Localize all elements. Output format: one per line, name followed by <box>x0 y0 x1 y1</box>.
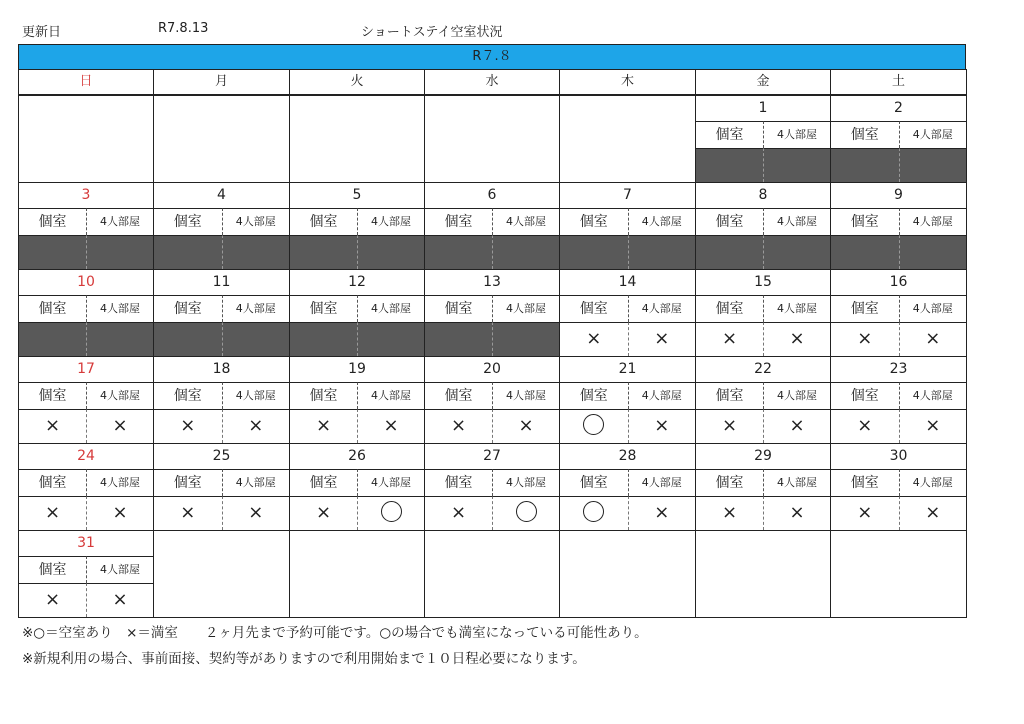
room-label-quad: 4人部屋 <box>86 469 153 496</box>
room-label-single: 個室 <box>425 295 492 322</box>
single-unavailable-block <box>19 322 86 356</box>
single-full-mark: × <box>831 409 899 443</box>
quad-available-mark <box>357 496 424 530</box>
single-unavailable-block <box>831 235 899 269</box>
room-label-quad: 4人部屋 <box>763 469 830 496</box>
quad-full-mark: × <box>628 409 696 443</box>
quad-full-mark: × <box>492 409 559 443</box>
empty-cell <box>289 530 425 618</box>
quad-full-mark: × <box>86 496 153 530</box>
quad-unavailable-block <box>222 235 290 269</box>
day-cell <box>695 443 831 531</box>
room-label-quad: 4人部屋 <box>628 469 696 496</box>
quad-full-mark: × <box>763 322 830 356</box>
single-unavailable-block <box>154 235 222 269</box>
single-full-mark: × <box>290 409 357 443</box>
month-header: R７.８ <box>18 44 966 70</box>
quad-full-mark: × <box>899 322 967 356</box>
single-unavailable-block <box>154 322 222 356</box>
availability-calendar <box>18 44 966 617</box>
empty-cell <box>424 530 560 618</box>
room-label-single: 個室 <box>696 295 763 322</box>
single-unavailable-block <box>560 235 628 269</box>
room-label-quad: 4人部屋 <box>357 295 424 322</box>
quad-unavailable-block <box>628 235 696 269</box>
day-cell <box>289 356 425 444</box>
room-label-quad: 4人部屋 <box>763 382 830 409</box>
empty-cell <box>695 530 831 618</box>
room-label-quad: 4人部屋 <box>86 556 153 583</box>
quad-full-mark: × <box>763 409 830 443</box>
day-cell <box>695 269 831 357</box>
updated-label: 更新日 <box>22 25 62 40</box>
quad-unavailable-block <box>357 235 424 269</box>
day-number: 8 <box>758 187 768 203</box>
room-label-single: 個室 <box>425 382 492 409</box>
room-label-single: 個室 <box>560 382 628 409</box>
day-number: 9 <box>894 187 903 203</box>
empty-cell <box>18 95 154 183</box>
quad-unavailable-block <box>899 148 967 182</box>
quad-full-mark: × <box>628 496 696 530</box>
day-cell <box>153 443 290 531</box>
room-label-quad: 4人部屋 <box>222 208 290 235</box>
circle-icon <box>381 501 402 522</box>
quad-full-mark: × <box>86 583 153 617</box>
single-unavailable-block <box>19 235 86 269</box>
day-cell <box>289 443 425 531</box>
quad-unavailable-block <box>492 322 559 356</box>
single-full-mark: × <box>696 409 763 443</box>
note-line-1: ※○＝空室あり ×＝満室 ２ヶ月先まで予約可能です。○の場合でも満室になっている可能性あり。 <box>22 625 648 641</box>
quad-unavailable-block <box>357 322 424 356</box>
day-number: 25 <box>212 448 231 464</box>
room-label-single: 個室 <box>831 121 899 148</box>
day-number: 26 <box>348 448 366 464</box>
room-label-single: 個室 <box>19 469 86 496</box>
room-label-single: 個室 <box>154 208 222 235</box>
empty-cell <box>424 95 560 183</box>
quad-unavailable-block <box>86 235 153 269</box>
day-number: 13 <box>483 274 501 290</box>
requirement-note <box>22 647 586 667</box>
day-cell <box>559 269 696 357</box>
day-cell <box>153 356 290 444</box>
room-label-quad: 4人部屋 <box>628 382 696 409</box>
room-label-quad: 4人部屋 <box>899 382 967 409</box>
room-label-single: 個室 <box>696 208 763 235</box>
room-label-quad: 4人部屋 <box>763 295 830 322</box>
day-number: 21 <box>618 361 637 377</box>
day-number: 30 <box>889 448 908 464</box>
room-label-single: 個室 <box>831 295 899 322</box>
day-number: 19 <box>348 361 366 377</box>
room-label-single: 個室 <box>290 295 357 322</box>
day-number: 23 <box>889 361 908 377</box>
single-full-mark: × <box>831 496 899 530</box>
room-label-single: 個室 <box>19 295 86 322</box>
single-full-mark: × <box>154 409 222 443</box>
single-unavailable-block <box>290 235 357 269</box>
room-label-single: 個室 <box>560 295 628 322</box>
room-label-single: 個室 <box>19 208 86 235</box>
single-unavailable-block <box>831 148 899 182</box>
single-full-mark: × <box>560 322 628 356</box>
room-label-single: 個室 <box>290 469 357 496</box>
day-number: 1 <box>758 100 768 116</box>
day-cell <box>18 443 154 531</box>
day-number: 27 <box>483 448 501 464</box>
quad-full-mark: × <box>86 409 153 443</box>
legend-note <box>22 621 648 641</box>
day-number: 4 <box>217 187 226 203</box>
room-label-single: 個室 <box>19 382 86 409</box>
room-label-quad: 4人部屋 <box>763 121 830 148</box>
day-cell <box>695 356 831 444</box>
day-number: 18 <box>212 361 231 377</box>
room-label-quad: 4人部屋 <box>763 208 830 235</box>
single-full-mark: × <box>696 496 763 530</box>
room-label-quad: 4人部屋 <box>357 469 424 496</box>
room-label-single: 個室 <box>154 382 222 409</box>
empty-cell <box>830 530 967 618</box>
day-cell <box>830 443 967 531</box>
day-cell <box>153 182 290 270</box>
weekday-header: 木 <box>559 69 696 95</box>
single-full-mark: × <box>290 496 357 530</box>
day-number: 7 <box>623 187 632 203</box>
single-available-mark <box>560 496 628 530</box>
updated-date: R7.8.13 <box>158 21 209 36</box>
day-number: 6 <box>487 187 497 203</box>
room-label-single: 個室 <box>696 469 763 496</box>
day-number: 11 <box>212 274 231 290</box>
day-number: 5 <box>352 187 362 203</box>
empty-cell <box>153 95 290 183</box>
day-cell <box>830 182 967 270</box>
room-label-quad: 4人部屋 <box>628 208 696 235</box>
room-label-single: 個室 <box>154 469 222 496</box>
single-unavailable-block <box>425 235 492 269</box>
quad-full-mark: × <box>899 496 967 530</box>
day-cell <box>424 269 560 357</box>
weekday-header: 月 <box>153 69 290 95</box>
single-unavailable-block <box>290 322 357 356</box>
day-number: 17 <box>77 361 95 377</box>
single-full-mark: × <box>425 409 492 443</box>
quad-unavailable-block <box>763 148 830 182</box>
single-full-mark: × <box>19 409 86 443</box>
quad-unavailable-block <box>86 322 153 356</box>
weekday-header: 土 <box>830 69 967 95</box>
day-cell <box>695 95 831 183</box>
day-cell <box>18 182 154 270</box>
day-cell <box>424 356 560 444</box>
single-full-mark: × <box>831 322 899 356</box>
room-label-single: 個室 <box>696 382 763 409</box>
room-label-single: 個室 <box>560 469 628 496</box>
single-full-mark: × <box>425 496 492 530</box>
day-cell <box>559 443 696 531</box>
room-label-quad: 4人部屋 <box>222 295 290 322</box>
quad-unavailable-block <box>899 235 967 269</box>
quad-unavailable-block <box>492 235 559 269</box>
quad-full-mark: × <box>222 496 290 530</box>
room-label-quad: 4人部屋 <box>86 208 153 235</box>
empty-cell <box>559 95 696 183</box>
day-number: 15 <box>754 274 772 290</box>
empty-cell <box>559 530 696 618</box>
room-label-quad: 4人部屋 <box>899 208 967 235</box>
day-cell <box>559 182 696 270</box>
empty-cell <box>153 530 290 618</box>
room-label-quad: 4人部屋 <box>222 382 290 409</box>
room-label-quad: 4人部屋 <box>899 295 967 322</box>
day-cell <box>559 356 696 444</box>
quad-full-mark: × <box>763 496 830 530</box>
room-label-single: 個室 <box>19 556 86 583</box>
room-label-quad: 4人部屋 <box>492 208 559 235</box>
room-label-quad: 4人部屋 <box>86 382 153 409</box>
room-label-single: 個室 <box>425 469 492 496</box>
day-cell <box>424 182 560 270</box>
single-unavailable-block <box>696 235 763 269</box>
single-unavailable-block <box>696 148 763 182</box>
day-number: 24 <box>77 448 95 464</box>
quad-full-mark: × <box>628 322 696 356</box>
single-unavailable-block <box>425 322 492 356</box>
room-label-quad: 4人部屋 <box>492 295 559 322</box>
room-label-quad: 4人部屋 <box>492 382 559 409</box>
single-available-mark <box>560 409 628 443</box>
day-number: 31 <box>77 535 95 551</box>
single-full-mark: × <box>154 496 222 530</box>
room-label-quad: 4人部屋 <box>899 469 967 496</box>
day-cell <box>153 269 290 357</box>
room-label-quad: 4人部屋 <box>492 469 559 496</box>
single-full-mark: × <box>19 583 86 617</box>
day-number: 29 <box>754 448 772 464</box>
single-full-mark: × <box>696 322 763 356</box>
day-cell <box>18 356 154 444</box>
quad-unavailable-block <box>763 235 830 269</box>
day-number: 3 <box>81 187 91 203</box>
day-cell <box>830 269 967 357</box>
room-label-single: 個室 <box>831 208 899 235</box>
page-title: ショートステイ空室状況 <box>361 25 503 40</box>
note-line-2: ※新規利用の場合、事前面接、契約等がありますので利用開始まで１０日程必要になります。 <box>22 651 586 667</box>
day-number: 14 <box>618 274 637 290</box>
room-label-quad: 4人部屋 <box>222 469 290 496</box>
circle-icon <box>583 501 604 522</box>
day-cell <box>830 356 967 444</box>
circle-icon <box>583 414 604 435</box>
empty-cell <box>289 95 425 183</box>
day-number: 28 <box>618 448 637 464</box>
day-number: 20 <box>483 361 501 377</box>
day-number: 16 <box>889 274 908 290</box>
day-cell <box>695 182 831 270</box>
quad-unavailable-block <box>222 322 290 356</box>
weekday-header: 水 <box>424 69 560 95</box>
single-full-mark: × <box>19 496 86 530</box>
weekday-header: 火 <box>289 69 425 95</box>
weekday-header: 日 <box>18 69 154 95</box>
room-label-single: 個室 <box>696 121 763 148</box>
room-label-quad: 4人部屋 <box>628 295 696 322</box>
quad-full-mark: × <box>899 409 967 443</box>
day-cell <box>830 95 967 183</box>
weekday-header: 金 <box>695 69 831 95</box>
day-cell <box>424 443 560 531</box>
room-label-single: 個室 <box>831 469 899 496</box>
day-cell <box>18 530 154 618</box>
room-label-quad: 4人部屋 <box>86 295 153 322</box>
day-cell <box>18 269 154 357</box>
room-label-quad: 4人部屋 <box>357 208 424 235</box>
day-cell <box>289 269 425 357</box>
room-label-single: 個室 <box>425 208 492 235</box>
quad-full-mark: × <box>222 409 290 443</box>
room-label-quad: 4人部屋 <box>357 382 424 409</box>
room-label-quad: 4人部屋 <box>899 121 967 148</box>
circle-icon <box>516 501 537 522</box>
day-number: 12 <box>348 274 366 290</box>
room-label-single: 個室 <box>290 382 357 409</box>
room-label-single: 個室 <box>154 295 222 322</box>
quad-available-mark <box>492 496 559 530</box>
room-label-single: 個室 <box>560 208 628 235</box>
day-cell <box>289 182 425 270</box>
room-label-single: 個室 <box>290 208 357 235</box>
day-number: 10 <box>77 274 95 290</box>
day-number: 2 <box>894 100 903 116</box>
quad-full-mark: × <box>357 409 424 443</box>
day-number: 22 <box>754 361 772 377</box>
room-label-single: 個室 <box>831 382 899 409</box>
